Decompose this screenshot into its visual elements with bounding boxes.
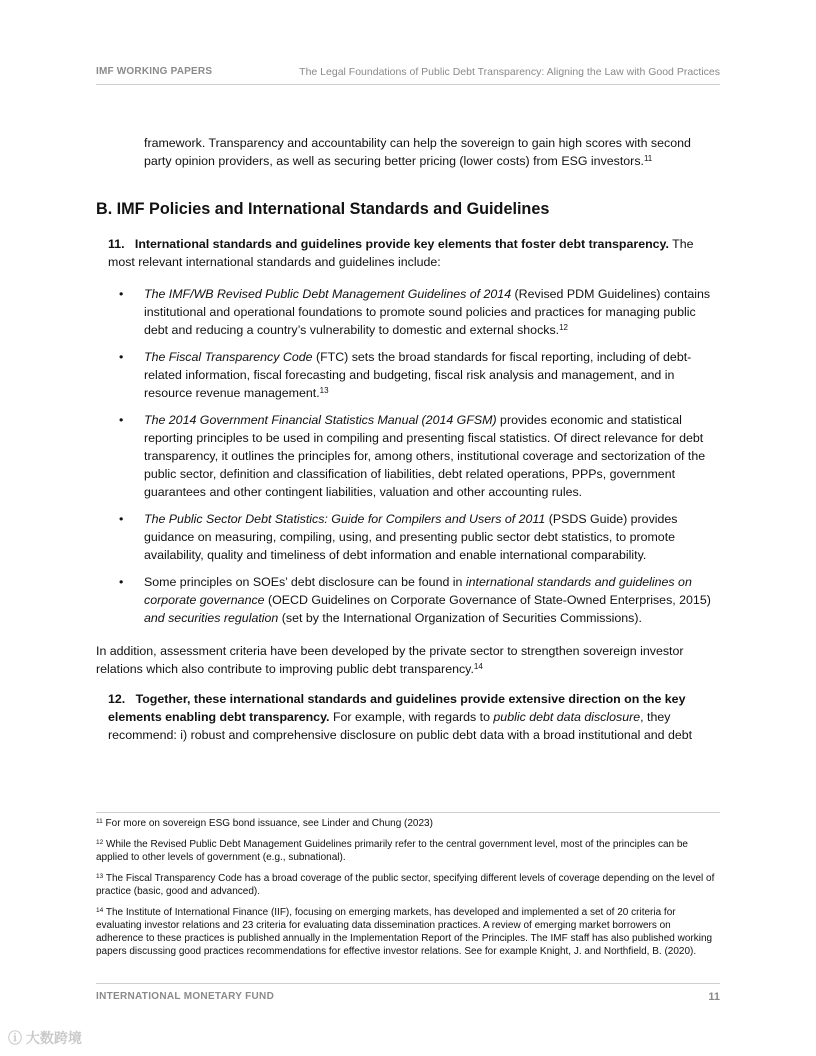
footnote-ref-13[interactable]: 13 xyxy=(319,386,329,395)
footnote-ref-11[interactable]: 11 xyxy=(643,154,653,163)
footnote: $^{13}$ The Fiscal Transparency Code has a broad coverage of the public sector, specifying different levels of coverage depending on the level of practice (basic, good and advanced). xyxy=(96,873,715,897)
footer-divider xyxy=(96,983,720,984)
paragraph-number: 12. xyxy=(108,692,126,706)
footnote: $^{12}$ While the Revised Public Debt Management Guidelines primarily refer to the central government level, most of the principles can be applied to other levels of government (e.g., subnational). xyxy=(96,839,688,863)
document-title: The Public Sector Debt Statistics: Guide for Compilers and Users of 2011 xyxy=(144,512,546,526)
paragraph-lead: Together, these international standards and guidelines provide extensive direction on the key elements enabling debt transparency. xyxy=(108,692,686,724)
document-title: The 2014 Government Financial Statistics Manual (2014 GFSM) xyxy=(144,413,497,427)
bullet-icon: • xyxy=(119,287,124,301)
document-title: The IMF/WB Revised Public Debt Management Guidelines of 2014 xyxy=(144,287,512,301)
list-item: • The Fiscal Transparency Code (FTC) sets the broad standards for fiscal reporting, including of debt-related information, fiscal forecasting and budgeting, fiscal risk analysis and management, and in resource revenue management.$^{13}$ xyxy=(119,350,692,400)
footnote: $^{11}$ For more on sovereign ESG bond issuance, see Linder and Chung (2023) xyxy=(96,818,433,829)
page-number: 11 xyxy=(708,991,720,1003)
paragraph-lead: International standards and guidelines provide key elements that foster debt transparency. xyxy=(134,237,669,251)
continuation-paragraph: framework. Transparency and accountability can help the sovereign to gain high scores with second party opinion providers, as well as securing better pricing (lower costs) from ESG investors.$^{11}$ xyxy=(144,136,691,168)
list-item: • The 2014 Government Financial Statistics Manual (2014 GFSM) provides economic and statistical reporting principles to be used in compiling and presenting fiscal statistics. Of direct relevance for debt transparency, it outlines the principles for, among others, institutional coverage and sectorization of the public sector, definition and classification of liabilities, debt related operations, PPPs, government guarantees and other contingent liabilities, valuation and other accounting rules. xyxy=(119,413,706,499)
watermark-logo-icon: ⓘ xyxy=(8,1030,26,1046)
page-header xyxy=(96,66,720,85)
paragraph-number: 11. xyxy=(108,237,125,251)
standards-list xyxy=(119,285,720,636)
footnote-divider xyxy=(96,812,720,813)
bullet-icon: • xyxy=(119,512,124,526)
footnote-ref-14[interactable]: 14 xyxy=(473,662,483,671)
section-heading: B. IMF Policies and International Standards and Guidelines xyxy=(96,200,550,218)
paragraph-11: 11. International standards and guidelines provide key elements that foster debt transparency. The most relevant international standards and guidelines include: xyxy=(108,237,694,269)
footnotes xyxy=(96,817,720,966)
document-title: The Fiscal Transparency Code xyxy=(144,350,313,364)
bullet-icon: • xyxy=(119,350,124,364)
list-item: • The IMF/WB Revised Public Debt Management Guidelines of 2014 (Revised PDM Guidelines) contains institutional and operational foundations to promote sound policies and practices for managing public debt and reducing a country’s vulnerability to domestic and external shocks.$^{12}$ xyxy=(119,287,711,337)
paragraph-12: 12. Together, these international standards and guidelines provide extensive direction on the key elements enabling debt transparency. For example, with regards to public debt data disclosure, they recommend: i) robust and comprehensive disclosure on public debt data with a broad institutional and debt xyxy=(108,692,693,742)
header-series-title: IMF WORKING PAPERS xyxy=(96,66,213,77)
bullet-icon: • xyxy=(119,413,124,427)
footer-organization: INTERNATIONAL MONETARY FUND xyxy=(96,991,275,1002)
footnote: $^{14}$ The Institute of International Finance (IIF), focusing on emerging markets, has developed and implemented a set of 20 criteria for evaluating investor relations and 23 criteria for evaluating data dissemination practices. A review of emerging market borrowers on adherence to these practices is published annually in the Implementation Report of the Principles. The IMF staff has also published working papers discussing good practices recommendations for effective investor relations. See for example Knight, J. and Northfield, B. (2020). xyxy=(96,907,713,957)
list-item: • The Public Sector Debt Statistics: Guide for Compilers and Users of 2011 (PSDS Guide) provides guidance on measuring, compiling, using, and presenting public sector debt statistics, to promote availability, quality and timeliness of debt information and enable international comparability. xyxy=(119,512,678,562)
watermark: ⓘ 大数跨境 xyxy=(8,1030,82,1046)
footnote-ref-12[interactable]: 12 xyxy=(559,323,568,332)
in-addition-paragraph: In addition, assessment criteria have been developed by the private sector to strengthen sovereign investor relations which also contribute to improving public debt transparency.$^{14}$ xyxy=(96,644,684,676)
header-paper-title: The Legal Foundations of Public Debt Transparency: Aligning the Law with Good Practices xyxy=(299,66,720,78)
bullet-icon: • xyxy=(119,575,124,589)
list-item: • Some principles on SOEs’ debt disclosure can be found in international standards and guidelines on corporate governance (OECD Guidelines on Corporate Governance of State-Owned Enterprises, 2015) and securities regulation (set by the International Organization of Securities Commissions). xyxy=(119,575,711,625)
